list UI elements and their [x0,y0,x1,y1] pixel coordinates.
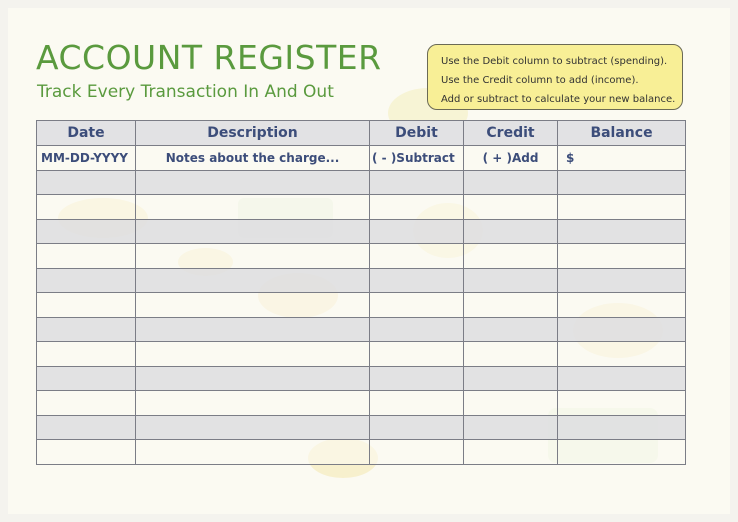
table-row [37,415,686,440]
cell-date[interactable] [37,268,136,293]
register-table [36,120,686,465]
cell-credit[interactable] [464,440,558,465]
table-row-sample [37,146,686,171]
cell-debit[interactable] [370,366,464,391]
cell-balance[interactable] [558,366,686,391]
cell-description[interactable] [136,170,370,195]
table-row [37,391,686,416]
cell-debit[interactable] [370,415,464,440]
cell-balance[interactable] [558,415,686,440]
column-header-date: Date [37,121,136,146]
cell-credit[interactable] [464,244,558,269]
cell-credit[interactable] [464,293,558,318]
cell-debit[interactable] [370,391,464,416]
cell-balance[interactable] [558,268,686,293]
cell-credit[interactable] [464,342,558,367]
instruction-debit: Use the Debit column to subtract (spending). [441,56,668,67]
cell-date[interactable] [37,366,136,391]
column-header-debit: Debit [370,121,464,146]
cell-debit[interactable] [370,170,464,195]
register-sheet [8,8,730,514]
table-row [37,317,686,342]
cell-balance[interactable] [558,342,686,367]
cell-description[interactable] [136,342,370,367]
cell-date[interactable] [37,342,136,367]
table-row [37,268,686,293]
cell-credit[interactable] [464,170,558,195]
cell-debit[interactable] [370,244,464,269]
cell-debit[interactable] [370,342,464,367]
table-row [37,440,686,465]
cell-debit[interactable] [370,219,464,244]
cell-credit[interactable] [464,219,558,244]
table-row [37,293,686,318]
cell-debit[interactable] [370,440,464,465]
page-subtitle: Track Every Transaction In And Out [37,82,334,102]
cell-date[interactable]: MM-DD-YYYY [37,146,136,171]
cell-date[interactable] [37,170,136,195]
cell-date[interactable] [37,440,136,465]
cell-credit[interactable] [464,268,558,293]
cell-date[interactable] [37,219,136,244]
page-title: ACCOUNT REGISTER [36,38,382,77]
table-row [37,244,686,269]
cell-balance[interactable] [558,219,686,244]
cell-debit[interactable]: ( - )Subtract [370,146,464,171]
cell-balance[interactable] [558,391,686,416]
table-row [37,195,686,220]
cell-credit[interactable] [464,195,558,220]
cell-credit[interactable] [464,366,558,391]
cell-description[interactable] [136,293,370,318]
table-row [37,342,686,367]
cell-description[interactable] [136,317,370,342]
cell-description[interactable] [136,268,370,293]
cell-date[interactable] [37,415,136,440]
cell-credit[interactable] [464,415,558,440]
table-row [37,219,686,244]
cell-balance[interactable] [558,244,686,269]
cell-description[interactable]: Notes about the charge... [136,146,370,171]
table-row [37,170,686,195]
cell-balance[interactable]: $ [558,146,686,171]
cell-debit[interactable] [370,268,464,293]
cell-balance[interactable] [558,440,686,465]
cell-date[interactable] [37,317,136,342]
cell-description[interactable] [136,244,370,269]
cell-debit[interactable] [370,195,464,220]
cell-description[interactable] [136,195,370,220]
instruction-credit: Use the Credit column to add (income). [441,75,639,86]
column-header-credit: Credit [464,121,558,146]
column-header-description: Description [136,121,370,146]
cell-date[interactable] [37,244,136,269]
cell-debit[interactable] [370,293,464,318]
cell-credit[interactable] [464,391,558,416]
cell-date[interactable] [37,391,136,416]
instruction-balance: Add or subtract to calculate your new balance. [441,94,676,105]
cell-date[interactable] [37,293,136,318]
cell-credit[interactable]: ( + )Add [464,146,558,171]
cell-description[interactable] [136,391,370,416]
cell-description[interactable] [136,440,370,465]
cell-description[interactable] [136,366,370,391]
cell-description[interactable] [136,219,370,244]
column-header-balance: Balance [558,121,686,146]
cell-date[interactable] [37,195,136,220]
cell-balance[interactable] [558,195,686,220]
cell-credit[interactable] [464,317,558,342]
instructions-note [427,44,683,110]
cell-balance[interactable] [558,170,686,195]
table-row [37,366,686,391]
cell-debit[interactable] [370,317,464,342]
cell-description[interactable] [136,415,370,440]
cell-balance[interactable] [558,293,686,318]
table-header-row [37,121,686,146]
cell-balance[interactable] [558,317,686,342]
